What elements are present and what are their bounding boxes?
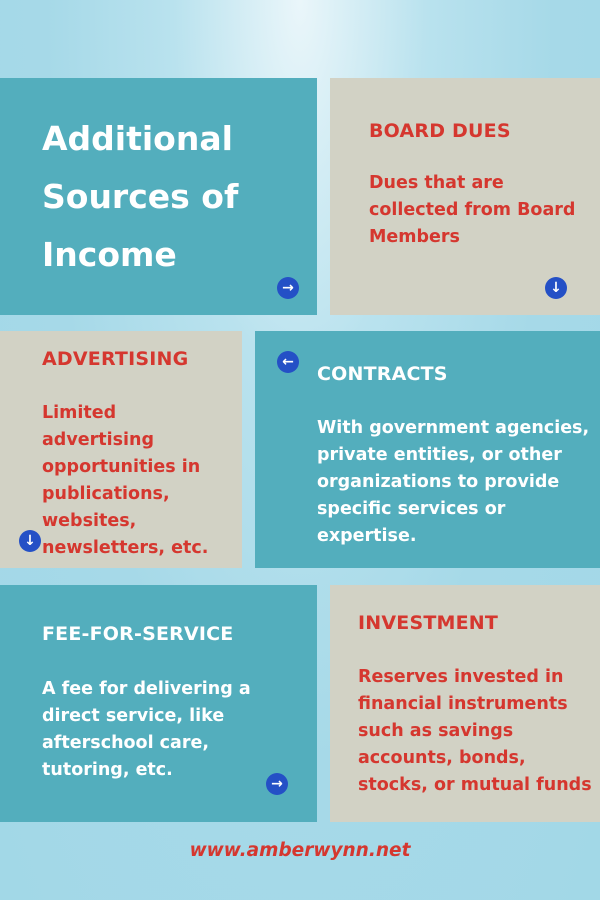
arrow-right-icon: → (277, 277, 299, 299)
board-dues-body: Dues that are collected from Board Members (369, 173, 576, 247)
arrow-down-icon: ↓ (19, 530, 41, 552)
arrow-left-icon: ← (277, 351, 299, 373)
fee-for-service-heading: FEE-FOR-SERVICE (42, 623, 234, 645)
contracts-card (255, 331, 600, 568)
board-dues-card (330, 78, 600, 315)
contracts-body: With government agencies, private entities, or other organizations to provide specific services or expertise. (317, 418, 590, 546)
arrow-down-icon: ↓ (545, 277, 567, 299)
contracts-heading: CONTRACTS (317, 363, 448, 385)
advertising-body: Limited advertising opportunities in publications, websites, newsletters, etc. (42, 403, 209, 558)
board-dues-heading: BOARD DUES (369, 120, 511, 142)
investment-body: Reserves invested in financial instruments such as savings accounts, bonds, stocks, or mutual funds (358, 667, 592, 795)
investment-heading: INVESTMENT (358, 612, 499, 634)
advertising-heading: ADVERTISING (42, 348, 189, 370)
fee-for-service-body: A fee for delivering a direct service, like afterschool care, tutoring, etc. (42, 679, 251, 780)
fee-for-service-card (0, 585, 317, 822)
footer-website: www.amberwynn.net (189, 840, 411, 861)
investment-card (330, 585, 600, 822)
advertising-card (0, 331, 242, 568)
arrow-right-icon: → (266, 773, 288, 795)
page-title: Additional Sources of Income (42, 119, 239, 274)
